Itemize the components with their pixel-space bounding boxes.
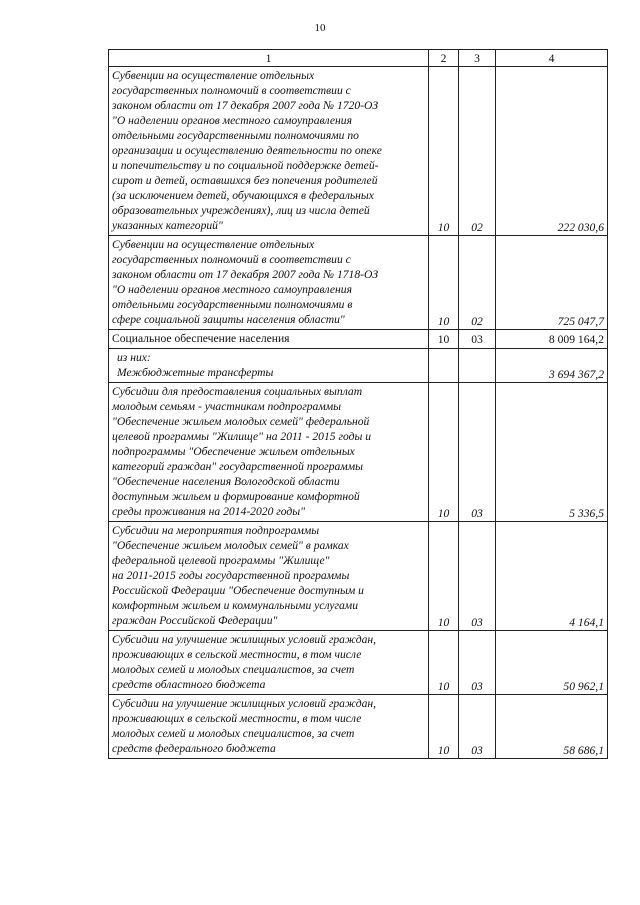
header-section: 2: [429, 50, 459, 67]
row-section: 10: [429, 383, 459, 522]
row-name: Субсидии на улучшение жилищных условий граждан, проживающих в сельской местности, в том числе молодых семей и молодых специалистов, за счет средств областного бюджета: [109, 631, 429, 695]
row-amount: 8 009 164,2: [496, 330, 608, 349]
table-row: [109, 236, 608, 330]
row-name: Субсидии на мероприятия подпрограммы "Обеспечение жильем молодых семей" в рамках федеральной целевой программы "Жилище" на 2011-2015 годы государственной программы Российской Федерации "Обеспечение доступным и комфортным жильем и коммунальными услугами граждан Российской Федерации": [109, 522, 429, 631]
header-subsection: 3: [459, 50, 496, 67]
row-subsection: 03: [459, 383, 496, 522]
row-amount: 222 030,6: [496, 67, 608, 236]
page-number: 10: [314, 22, 326, 34]
table-row: [109, 522, 608, 631]
row-name: из них: Межбюджетные трансферты: [109, 349, 429, 383]
row-amount: 4 164,1: [496, 522, 608, 631]
row-subsection: 02: [459, 236, 496, 330]
row-amount: 58 686,1: [496, 695, 608, 759]
table-row: [109, 631, 608, 695]
header-amount: 4: [496, 50, 608, 67]
table-row: [109, 349, 608, 383]
row-amount: 3 694 367,2: [496, 349, 608, 383]
table-row: [109, 383, 608, 522]
row-amount: 725 047,7: [496, 236, 608, 330]
row-name: Социальное обеспечение населения: [109, 330, 429, 349]
row-section: 10: [429, 631, 459, 695]
table-row: [109, 67, 608, 236]
row-name: Субвенции на осуществление отдельных государственных полномочий в соответствии с законом области от 17 декабря 2007 года № 1720-ОЗ "О наделении органов местного самоуправления отдельными государственными полномочиями по организации и осуществлению деятельности по опеке и попечительству и по социальной поддержке детей- сирот и детей, оставшихся без попечения родителей (за исключением детей, обучающихся в федеральных образовательных учреждениях), лиц из числа детей указанных категорий": [109, 67, 429, 236]
table-row-section-total: [109, 330, 608, 349]
row-subsection: 03: [459, 695, 496, 759]
budget-table: [108, 49, 608, 759]
row-subsection: 03: [459, 631, 496, 695]
row-subsection: 02: [459, 67, 496, 236]
header-name: 1: [109, 50, 429, 67]
row-subsection: 03: [459, 330, 496, 349]
row-amount: 50 962,1: [496, 631, 608, 695]
row-section: 10: [429, 67, 459, 236]
row-section: 10: [429, 236, 459, 330]
row-name: Субсидии на улучшение жилищных условий граждан, проживающих в сельской местности, в том числе молодых семей и молодых специалистов, за счет средств федерального бюджета: [109, 695, 429, 759]
row-section: 10: [429, 695, 459, 759]
row-subsection: 03: [459, 522, 496, 631]
table-header-row: [109, 50, 608, 67]
row-section: 10: [429, 522, 459, 631]
row-section: [429, 349, 459, 383]
row-subsection: [459, 349, 496, 383]
table-row: [109, 695, 608, 759]
row-amount: 5 336,5: [496, 383, 608, 522]
row-name: Субвенции на осуществление отдельных государственных полномочий в соответствии с законом области от 17 декабря 2007 года № 1718-ОЗ "О наделении органов местного самоуправления отдельными государственными полномочиями в сфере социальной защиты населения области": [109, 236, 429, 330]
row-section: 10: [429, 330, 459, 349]
row-name: Субсидии для предоставления социальных выплат молодым семьям - участникам подпрограммы "Обеспечение жильем молодых семей" федеральной целевой программы "Жилище" на 2011 - 2015 годы и подпрограммы "Обеспечение жильем отдельных категорий граждан" государственной программы "Обеспечение населения Вологодской области доступным жильем и формирование комфортной среды проживания на 2014-2020 годы": [109, 383, 429, 522]
